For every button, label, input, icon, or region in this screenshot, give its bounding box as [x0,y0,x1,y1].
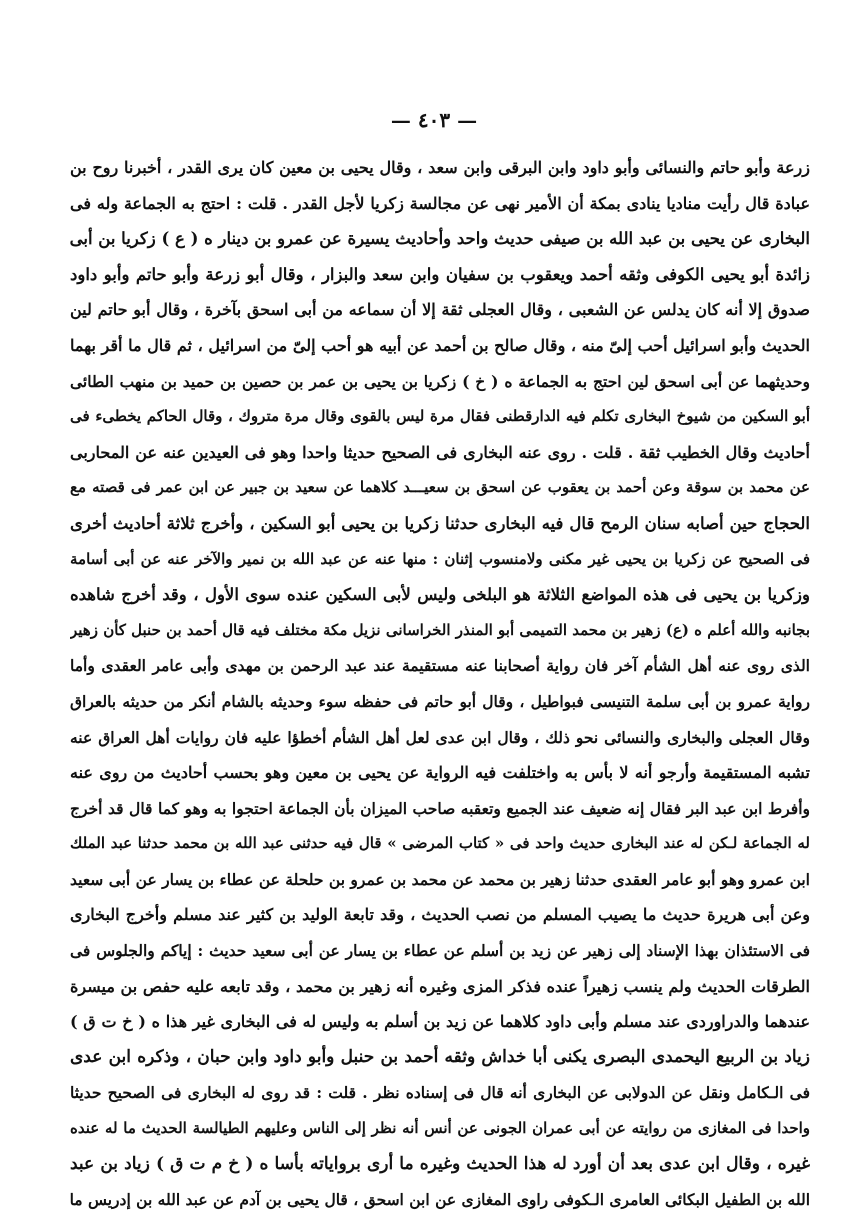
text-line: غيره ، وقال ابن عدى بعد أن أورد له هذا الحديث وغيره ما أرى برواياته بأسا ه ( خ م ت ق ) زياد بن عبد [70,1153,810,1174]
body-text [70,150,810,1218]
text-line: عن محمد بن سوقة وعن أحمد بن يعقوب عن اسحق بن سعيـــد كلاهما عن سعيد بن جبير عن ابن عمر فى قصته مع [70,478,810,497]
text-line: زائدة أبو يحيى الكوفى وثقه أحمد ويعقوب بن سفيان وابن سعد والبزار ، وقال أبو زرعة وأبو حاتم وأبو داود [70,264,810,284]
text-line: وأفرط ابن عبد البر فقال إنه ضعيف عند الجميع وتعقبه صاحب الميزان بأن الجماعة احتجوا به وهو كما قال قد أخرج [70,798,810,818]
text-line: رواية عمرو بن أبى سلمة التنيسى فبواطيل ، وقال أبو حاتم فى حفظه سوء وحديثه بالشام أنكر من حديثه بالعراق [70,691,810,711]
text-line: فى الـكامل ونقل عن الدولابى عن البخارى أنه قال فى إسناده نظر . قلت : قد روى له البخارى فى الصحيح حديثا [70,1083,810,1103]
text-line: عندهما والدراوردى عند مسلم وأبى داود كلاهما عن زيد بن أسلم به وليس له فى البخارى غير هذا ه ( خ ت ق ) [70,1012,810,1032]
text-line: فى الصحيح عن زكريا بن يحيى غير مكنى ولامنسوب إثنان : منها عنه عن عبد الله بن نمير والآخر عنه عن أبى أسامة [70,549,810,568]
text-line: الله بن الطفيل البكائى العامرى الـكوفى راوى المغازى عن ابن اسحق ، قال يحيى بن آدم عن عبد الله بن إدريس ما [70,1190,810,1210]
text-line: زياد بن الربيع اليحمدى البصرى يكنى أبا خداش وثقه أحمد بن حنبل وأبو داود وابن حبان ، وذكره ابن عدى [70,1046,810,1067]
text-line: زرعة وأبو حاتم والنسائى وأبو داود وابن البرقى وابن سعد ، وقال يحيى بن معين كان يرى القدر ، أخبرنا روح بن [70,158,810,177]
text-line: بجانبه والله أعلم ه (ع) زهير بن محمد التميمى أبو المنذر الخراسانى نزيل مكة مختلف فيه قال أحمد بن حنبل كأن زهير [70,620,810,639]
text-line: وقال العجلى والبخارى والنسائى نحو ذلك ، وقال ابن عدى لعل أهل الشأم أخطؤا عليه فان روايات أهل العراق عنه [70,727,810,747]
text-line: الطرقات الحديث ولم ينسب زهيراً عنده فذكر المزى وغيره أنه زهير بن محمد ، وقد تابعه عليه حفص بن ميسرة [70,976,810,996]
text-line: تشبه المستقيمة وأرجو أنه لا بأس به واختلفت فيه الرواية عن يحيى بن معين وهو بحسب أحاديث من روى عنه [70,763,810,783]
text-line: عبادة قال رأيت مناديا ينادى بمكة أن الأمير نهى عن مجالسة زكريا لأجل القدر . قلت : احتج به الجماعة وله فى [70,193,810,213]
text-line: أحاديث وقال الخطيب ثقة . قلت . روى عنه البخارى فى الصحيح حديثا واحدا وهو فى العيدين عنه عن المحاربى [70,442,810,462]
text-line: فى الاستئذان بهذا الإسناد إلى زهير عن زيد بن أسلم عن عطاء بن يسار عن أبى سعيد حديث : إياكم والجلوس فى [70,941,810,961]
text-line: صدوق إلا أنه كان يدلس عن الشعبى ، وقال العجلى ثقة إلا أن سماعه من أبى اسحق بآخرة ، وقال أبو حاتم لين [70,300,810,320]
text-line: الحديث وأبو اسرائيل أحب إلىّ منه ، وقال صالح بن أحمد عن أبيه هو أحب إلىّ من اسرائيل ، ثم قال ما أقر بهما [70,335,810,355]
page-number: — ٤٠٣ — [390,108,478,132]
text-line: ابن عمرو وهو أبو عامر العقدى حدثنا زهير بن محمد عن محمد بن عمرو بن حلحلة عن عطاء بن يسار عن أبى سعيد [70,869,810,889]
text-line: واحدا فى المغازى من روايته عن أبى عمران الجونى عن أنس أنه نظر إلى الناس وعليهم الطيالسة الحديث ما له عنده [70,1119,810,1138]
text-line: أبو السكين من شيوخ البخارى تكلم فيه الدارقطنى فقال مرة ليس بالقوى وقال مرة متروك ، وقال الحاكم يخطىء فى [70,407,810,426]
text-line: الذى روى عنه أهل الشأم آخر فان رواية أصحابنا عنه مستقيمة عند عبد الرحمن بن مهدى وأبى عامر العقدى وأما [70,656,810,676]
text-line: وعن أبى هريرة حديث ما يصيب المسلم من نصب الحديث ، وقد تابعة الوليد بن كثير عند مسلم وأخرج البخارى [70,905,810,925]
text-line: البخارى عن يحيى بن عبد الله بن صيفى حديث واحد وأحاديث يسيرة عن عمرو بن دينار ه ( ع ) زكريا بن أبى [70,229,810,249]
text-line: وزكريا بن يحيى فى هذه المواضع الثلاثة هو البلخى وليس لأبى السكين عنده سوى الأول ، وقد أخرج شاهده [70,585,810,605]
text-line: له الجماعة لـكن له عند البخارى حديث واحد فى « كتاب المرضى » قال فيه حدثنى عبد الله بن محمد حدثنا عبد الملك [70,834,810,853]
text-line: الحجاج حين أصابه سنان الرمح قال فيه البخارى حدثنا زكريا بن يحيى أبو السكين ، وأخرج ثلاثة أحاديث أخرى [70,513,810,533]
text-line: وحديثهما عن أبى اسحق لين احتج به الجماعة ه ( خ ) زكريا بن يحيى بن عمر بن حصين بن حميد بن منهب الطائى [70,371,810,391]
